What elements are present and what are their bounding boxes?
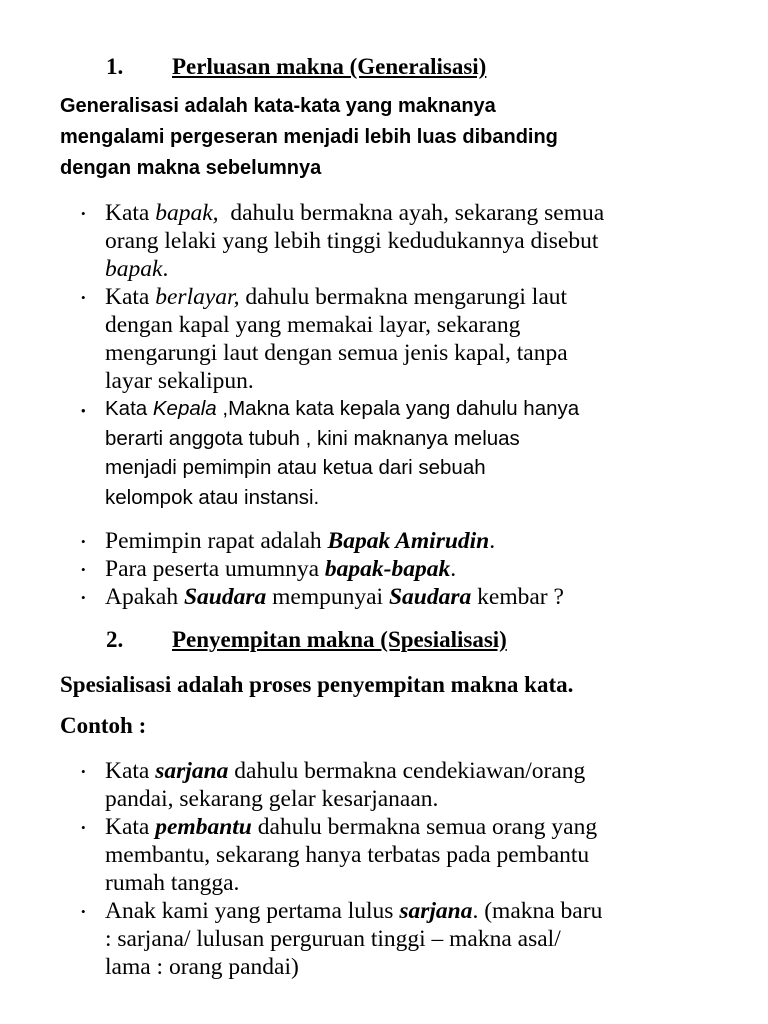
term-italic: bapak, xyxy=(155,200,219,226)
example-label-text: Contoh : xyxy=(60,713,147,738)
text-run: . xyxy=(162,256,169,282)
definition-line: dengan makna sebelumnya xyxy=(60,157,322,179)
text-line: kelompok atau instansi. xyxy=(105,485,320,509)
definition-paragraph xyxy=(60,670,573,700)
example-list xyxy=(75,527,564,611)
example-term: bapak-bapak xyxy=(324,556,451,582)
term-italic: bapak xyxy=(105,256,163,282)
list-item xyxy=(75,527,564,555)
bullet-icon: • xyxy=(81,904,86,919)
text-run: Apakah xyxy=(105,584,184,610)
text-run: ,Makna kata kepala yang dahulu hanya xyxy=(216,397,580,420)
generalization-list-sans xyxy=(75,394,579,512)
text-run: Kata xyxy=(105,397,153,420)
list-item xyxy=(75,897,602,981)
text-line: lama : orang pandai) xyxy=(105,954,299,980)
list-item xyxy=(75,757,602,813)
example-term: Saudara xyxy=(388,584,472,610)
term-bold-italic: pembantu xyxy=(155,814,252,840)
example-term: Saudara xyxy=(183,584,267,610)
text-run: dahulu bermakna semua orang yang xyxy=(251,814,598,840)
term-bold-italic: sarjana xyxy=(399,898,473,924)
term-italic: Kepala xyxy=(152,397,217,420)
text-line: pandai, sekarang gelar kesarjanaan. xyxy=(105,786,439,812)
section-number: 1. xyxy=(106,54,124,79)
generalization-list xyxy=(75,199,604,395)
list-item xyxy=(75,583,564,611)
list-item xyxy=(75,199,604,283)
text-run: Kata xyxy=(105,284,156,310)
definition-line: Spesialisasi adalah proses penyempitan makna kata. xyxy=(60,672,574,697)
text-run: . xyxy=(489,528,496,554)
text-run: dahulu bermakna mengarungi laut xyxy=(239,284,568,310)
example-term: Bapak Amirudin xyxy=(327,528,490,554)
text-run: mempunyai xyxy=(266,584,389,610)
text-line: membantu, sekarang hanya terbatas pada pembantu xyxy=(105,842,590,868)
definition-paragraph xyxy=(60,91,558,184)
list-item xyxy=(75,283,604,395)
bullet-icon: • xyxy=(81,403,86,418)
text-line: mengarungi laut dengan semua jenis kapal, tanpa xyxy=(105,340,568,366)
term-bold-italic: sarjana xyxy=(155,758,229,784)
bullet-icon: • xyxy=(81,562,86,577)
text-line: dengan kapal yang memakai layar, sekarang xyxy=(105,312,521,338)
section-title: Perluasan makna (Generalisasi) xyxy=(172,54,487,79)
text-line: berarti anggota tubuh , kini maknanya meluas xyxy=(105,426,520,450)
text-line: menjadi pemimpin atau ketua dari sebuah xyxy=(105,456,486,479)
section-title: Penyempitan makna (Spesialisasi) xyxy=(172,627,507,652)
bullet-icon: • xyxy=(81,764,86,779)
list-item xyxy=(75,813,602,897)
text-run: Pemimpin rapat adalah xyxy=(105,528,328,554)
text-run: kembar ? xyxy=(471,584,564,610)
bullet-icon: • xyxy=(81,534,86,549)
bullet-icon: • xyxy=(81,290,86,305)
section-number: 2. xyxy=(106,627,124,652)
text-run: Para peserta umumnya xyxy=(105,556,325,582)
definition-line: Generalisasi adalah kata-kata yang maknanya xyxy=(60,95,496,117)
text-run: Kata xyxy=(105,758,156,784)
text-run: . (makna baru xyxy=(472,898,603,924)
list-item xyxy=(75,394,579,512)
term-italic: berlayar, xyxy=(155,284,240,310)
bullet-icon: • xyxy=(81,206,86,221)
example-label xyxy=(60,711,146,741)
text-run: dahulu bermakna cendekiawan/orang xyxy=(228,758,586,784)
text-run: dahulu bermakna ayah, sekarang semua xyxy=(218,200,605,226)
bullet-icon: • xyxy=(81,820,86,835)
list-item xyxy=(75,555,564,583)
text-line: : sarjana/ lulusan perguruan tinggi – makna asal/ xyxy=(105,926,561,952)
definition-line: mengalami pergeseran menjadi lebih luas dibanding xyxy=(60,126,558,148)
text-line: orang lelaki yang lebih tinggi kedudukannya disebut xyxy=(105,228,599,254)
text-run: Anak kami yang pertama lulus xyxy=(105,898,400,924)
bullet-icon: • xyxy=(81,590,86,605)
text-line: layar sekalipun. xyxy=(105,368,254,394)
text-run: Kata xyxy=(105,200,156,226)
text-line: rumah tangga. xyxy=(105,870,240,896)
text-run: Kata xyxy=(105,814,156,840)
text-run: . xyxy=(450,556,457,582)
specialization-list xyxy=(75,757,602,981)
